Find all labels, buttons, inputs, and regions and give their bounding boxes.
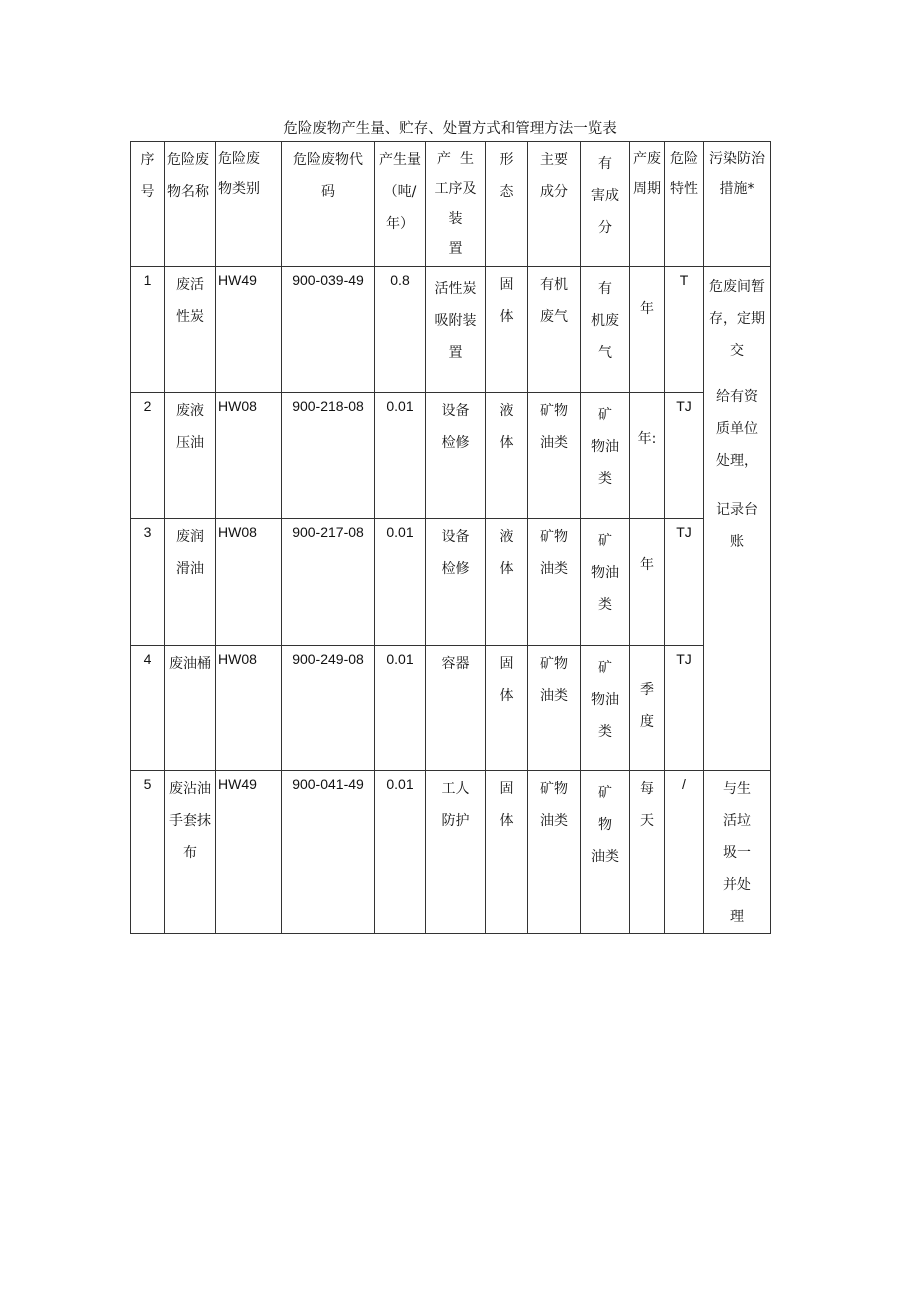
measures-line: 理	[730, 909, 744, 925]
cell-process	[426, 646, 486, 771]
name-line: 废液	[176, 403, 204, 419]
period-line: 季	[640, 682, 654, 698]
cell-code	[282, 267, 375, 393]
measures-line: 给有资	[716, 389, 758, 405]
cell-main-component	[528, 646, 581, 771]
cell-main-component	[528, 267, 581, 393]
process-line: 检修	[441, 435, 470, 451]
form-line: 体	[499, 561, 514, 577]
harmful-line: 物油	[591, 439, 619, 455]
cell-amount	[375, 267, 426, 393]
harmful-line: 矿	[598, 660, 612, 676]
main-component-line: 油类	[540, 813, 568, 829]
measures-line: 并处	[723, 877, 751, 893]
process-line: 活性炭	[434, 281, 477, 297]
process-line: 置	[448, 345, 463, 361]
cell-seq	[131, 267, 165, 393]
cell-process	[426, 771, 486, 934]
table-row	[131, 646, 771, 771]
period-line: 年:	[637, 431, 657, 447]
cell-seq	[131, 393, 165, 519]
harmful-line: 矿	[598, 533, 612, 549]
process-line: 设备	[441, 529, 470, 545]
cell-form	[486, 519, 528, 646]
cell-harmful-component	[581, 519, 630, 646]
cell-harmful-component	[581, 771, 630, 934]
hazardous-waste-table	[130, 141, 771, 934]
cell-amount	[375, 771, 426, 934]
header-period-line: 周期	[633, 181, 661, 197]
header-process-line: 工序及	[434, 181, 477, 197]
process-line: 防护	[441, 813, 470, 829]
cell-category	[216, 267, 282, 393]
header-hazard-line: 特性	[670, 181, 698, 197]
cell-seq	[131, 771, 165, 934]
name-line: 废油桶	[169, 656, 211, 672]
period-line: 天	[640, 813, 654, 829]
cell-harmful-component	[581, 646, 630, 771]
form-line: 固	[499, 781, 514, 797]
main-component-line: 矿物	[540, 529, 568, 545]
header-amount-line: 年）	[386, 216, 414, 232]
amount-value: 0.01	[386, 398, 414, 414]
cell-period	[630, 519, 665, 646]
main-component-line: 矿物	[540, 781, 568, 797]
harmful-line: 物油	[591, 565, 619, 581]
header-harmful-component	[581, 142, 630, 267]
header-form	[486, 142, 528, 267]
name-line: 废沾油	[169, 781, 211, 797]
amount-value: 0.01	[386, 776, 414, 792]
header-harmful-line: 分	[598, 220, 612, 236]
amount-value: 0.01	[386, 651, 414, 667]
header-amount-line: （吨/	[383, 184, 417, 200]
name-line: 废活	[176, 277, 204, 293]
category-value: HW49	[218, 272, 257, 288]
header-process	[426, 142, 486, 267]
header-category-line: 危险废	[218, 151, 260, 167]
form-line: 固	[499, 656, 514, 672]
form-line: 体	[499, 309, 514, 325]
measures-line: 与生	[723, 781, 751, 797]
cell-name	[165, 393, 216, 519]
table-row	[131, 393, 771, 519]
seq-value: 3	[143, 524, 152, 540]
form-line: 液	[499, 403, 514, 419]
cell-seq	[131, 519, 165, 646]
harmful-line: 物油	[591, 692, 619, 708]
name-line: 性炭	[176, 309, 204, 325]
header-process-line: 装	[448, 211, 463, 227]
code-value: 900-217-08	[292, 524, 364, 540]
main-component-line: 废气	[540, 309, 568, 325]
header-name-line: 物名称	[167, 184, 209, 200]
header-measures-line: 措施*	[719, 181, 755, 197]
form-line: 体	[499, 813, 514, 829]
hazard-value: TJ	[676, 398, 692, 414]
header-harmful-line: 有	[598, 156, 612, 172]
cell-amount	[375, 393, 426, 519]
process-line: 吸附装	[434, 313, 477, 329]
measures-line: 账	[730, 534, 744, 550]
measures-line: 存，定期	[709, 311, 765, 327]
measures-line: 活垃	[723, 813, 751, 829]
table-row	[131, 519, 771, 646]
header-measures-line: 污染防治	[709, 151, 765, 167]
harmful-line: 矿	[598, 407, 612, 423]
cell-code	[282, 771, 375, 934]
main-component-line: 油类	[540, 435, 568, 451]
form-line: 固	[499, 277, 514, 293]
cell-period	[630, 771, 665, 934]
period-line: 年	[640, 557, 654, 573]
header-period-line: 产废	[633, 151, 661, 167]
header-name-line: 危险废	[167, 152, 209, 168]
cell-measures-group2	[704, 771, 771, 934]
cell-harmful-component	[581, 393, 630, 519]
measures-line: 圾一	[723, 845, 751, 861]
cell-hazard	[665, 771, 704, 934]
cell-period	[630, 646, 665, 771]
form-line: 液	[499, 529, 514, 545]
cell-code	[282, 393, 375, 519]
cell-code	[282, 519, 375, 646]
cell-process	[426, 267, 486, 393]
process-line: 设备	[441, 403, 470, 419]
header-seq-line: 号	[140, 184, 155, 200]
main-component-line: 油类	[540, 561, 568, 577]
cell-form	[486, 646, 528, 771]
header-code	[282, 142, 375, 267]
header-form-line: 态	[499, 184, 514, 200]
header-seq-line: 序	[140, 152, 155, 168]
header-harmful-line: 害成	[591, 188, 619, 204]
harmful-line: 有	[598, 281, 612, 297]
harmful-line: 油类	[591, 849, 619, 865]
harmful-line: 类	[598, 597, 612, 613]
harmful-line: 物	[598, 817, 612, 833]
cell-form	[486, 771, 528, 934]
cell-process	[426, 393, 486, 519]
header-main-component-line: 主要	[540, 152, 568, 168]
main-component-line: 矿物	[540, 656, 568, 672]
period-line: 每	[640, 781, 654, 797]
hazard-value: /	[682, 776, 686, 792]
header-hazard	[665, 142, 704, 267]
cell-measures-group1	[704, 267, 771, 771]
cell-category	[216, 393, 282, 519]
process-line: 检修	[441, 561, 470, 577]
measures-line: 质单位	[716, 421, 758, 437]
header-main-component	[528, 142, 581, 267]
seq-value: 5	[143, 776, 152, 792]
amount-value: 0.01	[386, 524, 414, 540]
name-line: 压油	[176, 435, 204, 451]
header-code-line: 危险废物代	[293, 152, 363, 168]
cell-form	[486, 393, 528, 519]
main-component-line: 矿物	[540, 403, 568, 419]
seq-value: 4	[143, 651, 152, 667]
hazard-value: T	[679, 272, 689, 288]
amount-value: 0.8	[390, 272, 410, 288]
header-amount-line: 产生量	[379, 152, 421, 168]
form-line: 体	[499, 435, 514, 451]
header-measures	[704, 142, 771, 267]
cell-code	[282, 646, 375, 771]
hazard-value: TJ	[676, 651, 692, 667]
cell-category	[216, 519, 282, 646]
name-line: 手套抹	[169, 813, 211, 829]
cell-name	[165, 267, 216, 393]
category-value: HW08	[218, 524, 257, 540]
harmful-line: 气	[598, 345, 612, 361]
form-line: 体	[499, 688, 514, 704]
main-component-line: 有机	[540, 277, 568, 293]
header-main-component-line: 成分	[540, 184, 568, 200]
cell-category	[216, 646, 282, 771]
header-category	[216, 142, 282, 267]
cell-hazard	[665, 267, 704, 393]
table-row	[131, 267, 771, 393]
process-line: 容器	[441, 656, 470, 672]
category-value: HW08	[218, 651, 257, 667]
cell-amount	[375, 646, 426, 771]
harmful-line: 类	[598, 471, 612, 487]
period-line: 年	[640, 301, 654, 317]
cell-form	[486, 267, 528, 393]
period-line: 度	[640, 714, 654, 730]
header-process-line: 置	[448, 241, 463, 257]
measures-line: 记录台	[716, 502, 758, 518]
table-row	[131, 771, 771, 934]
cell-name	[165, 771, 216, 934]
cell-name	[165, 646, 216, 771]
table-header-row	[131, 142, 771, 267]
header-period	[630, 142, 665, 267]
header-process-line: 产 生	[437, 151, 474, 167]
cell-main-component	[528, 771, 581, 934]
cell-name	[165, 519, 216, 646]
header-hazard-line: 危险	[670, 151, 698, 167]
cell-process	[426, 519, 486, 646]
name-line: 滑油	[176, 561, 204, 577]
cell-period	[630, 393, 665, 519]
harmful-line: 类	[598, 724, 612, 740]
cell-hazard	[665, 519, 704, 646]
header-seq	[131, 142, 165, 267]
seq-value: 2	[143, 398, 152, 414]
cell-hazard	[665, 646, 704, 771]
cell-main-component	[528, 393, 581, 519]
category-value: HW08	[218, 398, 257, 414]
seq-value: 1	[143, 272, 152, 288]
main-component-line: 油类	[540, 688, 568, 704]
measures-line: 处理，	[716, 453, 758, 469]
cell-harmful-component	[581, 267, 630, 393]
measures-line: 交	[730, 343, 744, 359]
code-value: 900-041-49	[292, 776, 364, 792]
cell-hazard	[665, 393, 704, 519]
cell-amount	[375, 519, 426, 646]
header-form-line: 形	[499, 152, 514, 168]
code-value: 900-218-08	[292, 398, 364, 414]
header-code-line: 码	[321, 184, 335, 200]
code-value: 900-249-08	[292, 651, 364, 667]
harmful-line: 机废	[591, 313, 619, 329]
hazard-value: TJ	[676, 524, 692, 540]
page-title: 危险废物产生量、贮存、处置方式和管理方法一览表	[283, 121, 617, 137]
code-value: 900-039-49	[292, 272, 364, 288]
header-amount	[375, 142, 426, 267]
category-value: HW49	[218, 776, 257, 792]
harmful-line: 矿	[598, 785, 612, 801]
cell-seq	[131, 646, 165, 771]
header-category-line: 物类别	[218, 181, 260, 197]
cell-main-component	[528, 519, 581, 646]
cell-period	[630, 267, 665, 393]
header-name	[165, 142, 216, 267]
measures-line: 危废间暂	[709, 279, 765, 295]
name-line: 废润	[176, 529, 204, 545]
process-line: 工人	[441, 781, 470, 797]
name-line: 布	[183, 845, 197, 861]
cell-category	[216, 771, 282, 934]
